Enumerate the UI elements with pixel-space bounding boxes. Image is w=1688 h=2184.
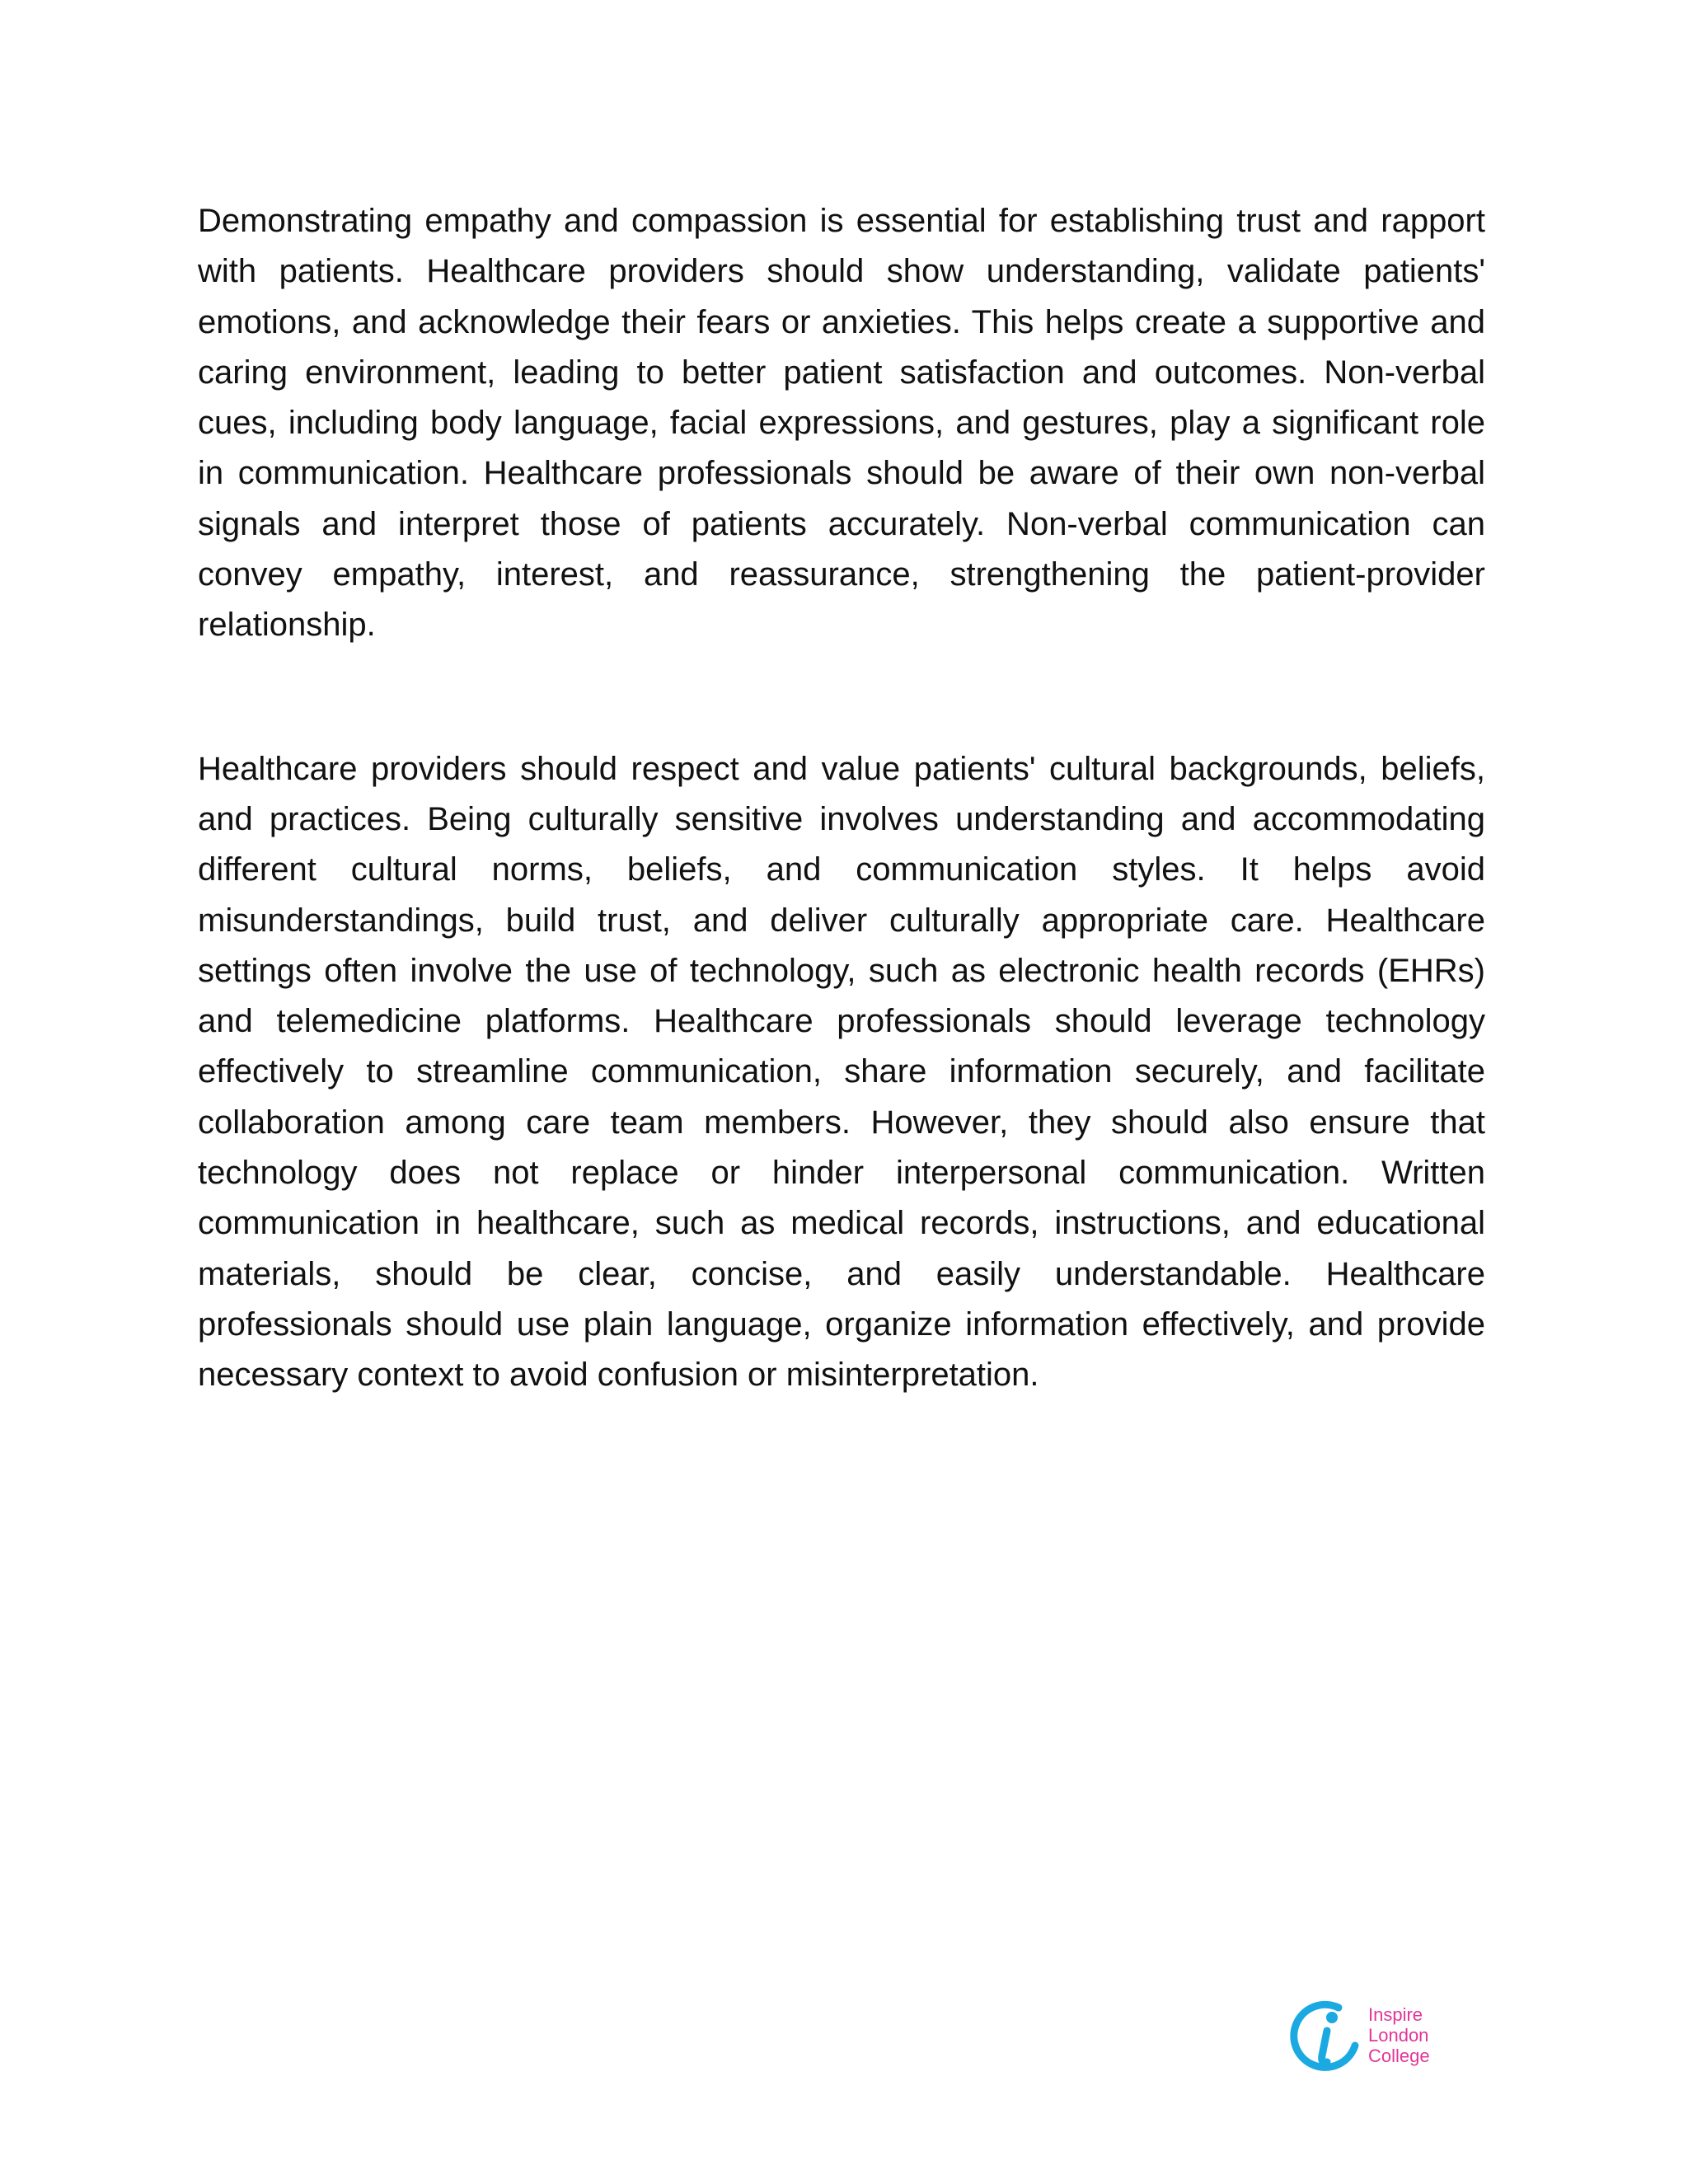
document-body <box>198 196 1485 1401</box>
logo-wordmark <box>1368 2004 1430 2066</box>
logo-line-college: College <box>1368 2046 1430 2066</box>
logo-line-london: London <box>1368 2025 1429 2046</box>
paragraph-empathy-nonverbal: Demonstrating empathy and compassion is essential for establishing trust and rapport with patients. Healthcare providers should show understanding, validate patients' emotions, and acknowledge their fears or anxieties. This helps create a supportive and caring environment, leading to better patient satisfaction and outcomes. Non-verbal cues, including body language, facial expressions, and gestures, play a significant role in communication. Healthcare professionals should be aware of their own non-verbal signals and interpret those of patients accurately. Non-verbal communication can convey empathy, interest, and reassurance, strengthening the patient-provider relationship. <box>198 203 1485 644</box>
logo-line-inspire: Inspire <box>1368 2004 1423 2025</box>
paragraph-cultural-technology-written: Healthcare providers should respect and value patients' cultural backgrounds, beliefs, and practices. Being culturally sensitive involves understanding and accommodating different cultural norms, beliefs, and communication styles. It helps avoid misunderstandings, build trust, and deliver culturally appropriate care. Healthcare settings often involve the use of technology, such as electronic health records (EHRs) and telemedicine platforms. Healthcare professionals should leverage technology effectively to streamline communication, share information securely, and facilitate collaboration among care team members. However, they should also ensure that technology does not replace or hinder interpersonal communication. Written communication in healthcare, such as medical records, instructions, and educational materials, should be clear, concise, and easily understandable. Healthcare professionals should use plain language, organize information effectively, and provide necessary context to avoid confusion or misinterpretation. <box>198 750 1485 1394</box>
inspire-london-college-i-icon <box>1289 1998 1365 2077</box>
college-logo <box>1289 1996 1454 2079</box>
